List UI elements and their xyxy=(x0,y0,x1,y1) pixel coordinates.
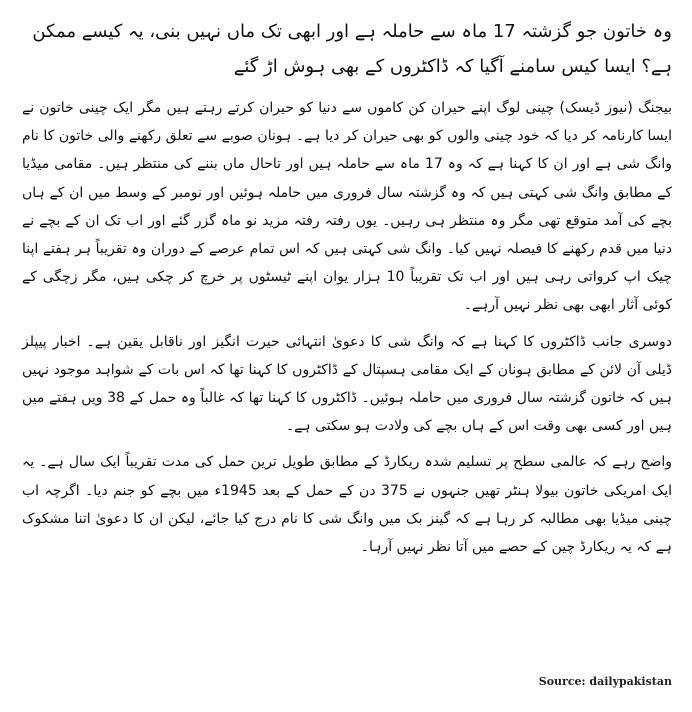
article xyxy=(22,14,672,569)
article-paragraph-2: دوسری جانب ڈاکٹروں کا کہنا ہے کہ وانگ شی کا دعویٰ انتہائی حیرت انگیز اور ناقابل یقین ہے۔ اخبار پیپلز ڈیلی آن لائن کے مطابق ہونان کے ایک مقامی ہسپتال کے ڈاکٹروں کا کہنا تھا کہ اس بات کے شواہد موجود نہیں ہیں کہ خاتون گزشتہ سال فروری میں حاملہ ہوئیں۔ ڈاکٹروں کا کہنا تھا کہ غالباً وہ حمل کے 38 ویں ہفتے میں ہیں اور کسی بھی وقت اس کے ہاں بچے کی ولادت ہو سکتی ہے۔ xyxy=(22,333,672,435)
article-headline: وہ خاتون جو گزشتہ 17 ماہ سے حاملہ ہے اور ابھی تک ماں نہیں بنی، یہ کیسے ممکن ہے؟ ایسا کیس سامنے آگیا کہ ڈاکٹروں کے بھی ہوش اڑ گئے xyxy=(32,21,672,77)
article-paragraph-3: واضح رہے کہ عالمی سطح پر تسلیم شدہ ریکارڈ کے مطابق طویل ترین حمل کی مدت تقریباً ایک سال ہے۔ یہ ایک امریکی خاتون بیولا ہنٹر تھیں جنہوں نے 375 دن کے حمل کے بعد 1945ء میں بچے کو جنم دیا۔ اگرچہ اب چینی میڈیا بھی مطالبہ کر رہا ہے کہ گینز بک میں وانگ شی کا نام درج کیا جائے، لیکن ان کا دعویٰ اتنا مشکوک ہے کہ یہ ریکارڈ چین کے حصے میں آتا نظر نہیں آرہا۔ xyxy=(22,454,672,556)
article-paragraph-1: بیجنگ (نیوز ڈیسک) چینی لوگ اپنے حیران کن کاموں سے دنیا کو حیران کرتے رہتے ہیں مگر ایک چینی خاتون نے ایسا کارنامہ کر دیا کہ خود چینی والوں کو بھی حیران کر دیا ہے۔ ہونان صوبے سے تعلق رکھنے والی خاتون کا نام وانگ شی ہے اور ان کا کہنا ہے کہ وہ 17 ماہ سے حاملہ ہیں اور تاحال ماں بننے کی منتظر ہیں۔ مقامی میڈیا کے مطابق وانگ شی کہتی ہیں کہ وہ گزشتہ سال فروری میں حاملہ ہوئیں اور نومبر کے وسط میں ان کے ہاں بچے کی آمد متوقع تھی مگر وہ منتظر ہی رہیں۔ یوں رفتہ رفتہ مزید نو ماہ گزر گئے اور اب تک ان کے بچے نے دنیا میں قدم رکھنے کا فیصلہ نہیں کیا۔ وانگ شی کہتی ہیں کہ اس تمام عرصے کے دوران وہ تقریباً ہر ہفتے اپنا چیک اپ کرواتی رہی ہیں اور اب تک تقریباً 10 ہزار یوان اپنے ٹیسٹوں پر خرچ کر چکی ہیں، مگر زچگی کے کوئی آثار ابھی بھی نظر نہیں آرہے۔ xyxy=(22,100,673,314)
source-credit: Source: dailypakistan xyxy=(538,675,672,688)
